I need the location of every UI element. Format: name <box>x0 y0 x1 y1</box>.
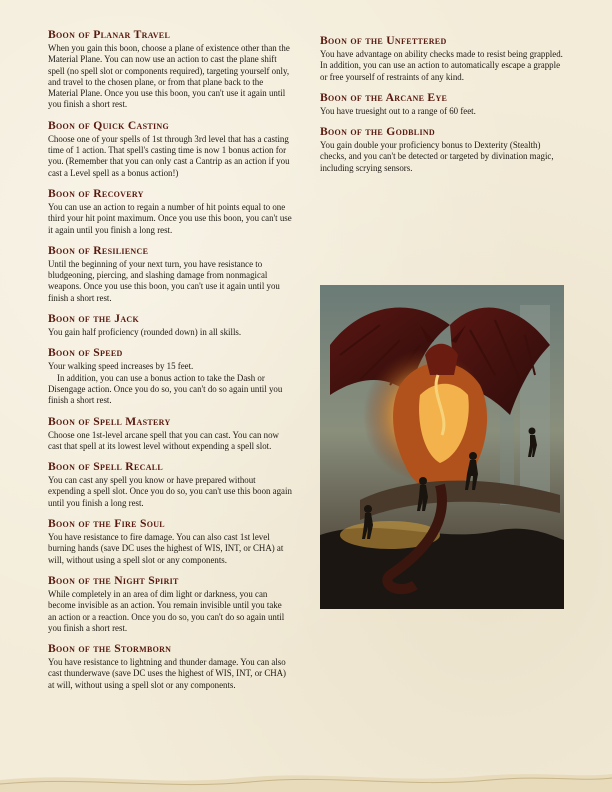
boon-title: Boon of Planar Travel <box>48 28 171 41</box>
boon-night-spirit <box>48 574 292 634</box>
boon-recovery <box>48 187 292 236</box>
boon-text: Choose one 1st-level arcane spell that you can cast. You can now cast that spell at its lowest level without expending a spell slot. <box>48 429 279 451</box>
boon-the-jack <box>48 312 292 338</box>
boon-title: Boon of Spell Mastery <box>48 414 171 428</box>
boon-title: Boon of Quick Casting <box>48 118 170 132</box>
boon-quick-casting <box>48 119 292 179</box>
boon-title: Boon of Resilience <box>48 243 149 257</box>
footer-decoration-icon <box>0 764 612 792</box>
boon-text: You can cast any spell you know or have prepared without expending a spell slot. Once you do so, you can't use this boon again until you finish a long rest. <box>48 475 292 508</box>
boon-spell-recall <box>48 460 292 509</box>
boon-text: You can use an action to regain a number of hit points equal to one third your hit point maximum. Once you use this boon, you can't use it again until you finish a long rest. <box>48 201 292 235</box>
boon-title: Boon of the Godblind <box>320 125 436 139</box>
dragon-artwork-icon <box>320 285 564 609</box>
dragon-illustration <box>320 285 564 609</box>
boon-title: Boon of the Jack <box>48 312 140 326</box>
boon-godblind <box>320 125 564 174</box>
boon-title: Boon of the Unfettered <box>320 34 447 47</box>
boon-text: Your walking speed increases by 15 feet. <box>48 361 194 372</box>
boon-title: Boon of the Arcane Eye <box>320 90 448 104</box>
boon-text: You have resistance to lightning and thunder damage. You can also cast thunderwave (save DC uses the highest of WIS, INT, or CHA) at will, without using a spell slot or any components. <box>48 657 287 690</box>
boon-title: Boon of the Stormborn <box>48 642 172 656</box>
boon-text: You gain half proficiency (rounded down) in all skills. <box>48 327 242 338</box>
boon-stormborn <box>48 642 292 691</box>
boon-text: Until the beginning of your next turn, you have resistance to bludgeoning, piercing, and slashing damage from nonmagical weapons. Once you use this boon, you can't use it again until you finish a short rest. <box>48 258 280 303</box>
boon-fire-soul <box>48 517 292 566</box>
boon-text: While completely in an area of dim light or darkness, you can become invisible as an action. You remain invisible until you take an action or a reaction. Once you do so, you can't do so again until you finish a short rest. <box>48 588 285 633</box>
boon-text: You gain double your proficiency bonus to Dexterity (Stealth) checks, and you can't be detected or targeted by divination magic, including scrying sensors. <box>320 140 554 173</box>
boon-text: Choose one of your spells of 1st through 3rd level that has a casting time of 1 action. That spell's casting time is now 1 bonus action for you. (Remember that you can only cast a Cantrip as an action if you cast a Level spell as a bonus action!) <box>48 133 290 178</box>
boon-text: In addition, you can use a bonus action to take the Dash or Disengage action. Once you do so, you can't do so again until you finish a short rest. <box>48 372 283 406</box>
right-column <box>320 34 564 182</box>
left-column <box>48 28 292 699</box>
boon-title: Boon of Speed <box>48 346 123 360</box>
boon-title: Boon of Recovery <box>48 186 144 200</box>
boon-planar-travel <box>48 28 292 111</box>
boon-text: You have advantage on ability checks made to resist being grappled. In addition, you can use an action to automatically escape a grapple or free yourself of restraints of any kind. <box>320 49 563 82</box>
boon-speed <box>48 346 292 406</box>
boon-resilience <box>48 244 292 304</box>
boon-title: Boon of Spell Recall <box>48 460 164 474</box>
boon-text: You have truesight out to a range of 60 feet. <box>320 105 476 116</box>
boon-unfettered <box>320 34 564 83</box>
boon-text: You have resistance to fire damage. You can also cast 1st level burning hands (save DC uses the highest of WIS, INT, or CHA) at will, without using a spell slot or any components. <box>48 532 284 565</box>
boon-title: Boon of the Fire Soul <box>48 517 165 531</box>
boon-spell-mastery <box>48 415 292 453</box>
boon-title: Boon of the Night Spirit <box>48 573 179 587</box>
boon-text: When you gain this boon, choose a plane of existence other than the Material Plane. You can now use an action to cast the plane shift spell (no spell slot or components required), targeting yourself only, and travel to the chosen plane, or from that plane back to the Material Plane. Once you use this boon, you can't use it again until you finish a short rest. <box>48 43 290 110</box>
boon-arcane-eye <box>320 91 564 117</box>
